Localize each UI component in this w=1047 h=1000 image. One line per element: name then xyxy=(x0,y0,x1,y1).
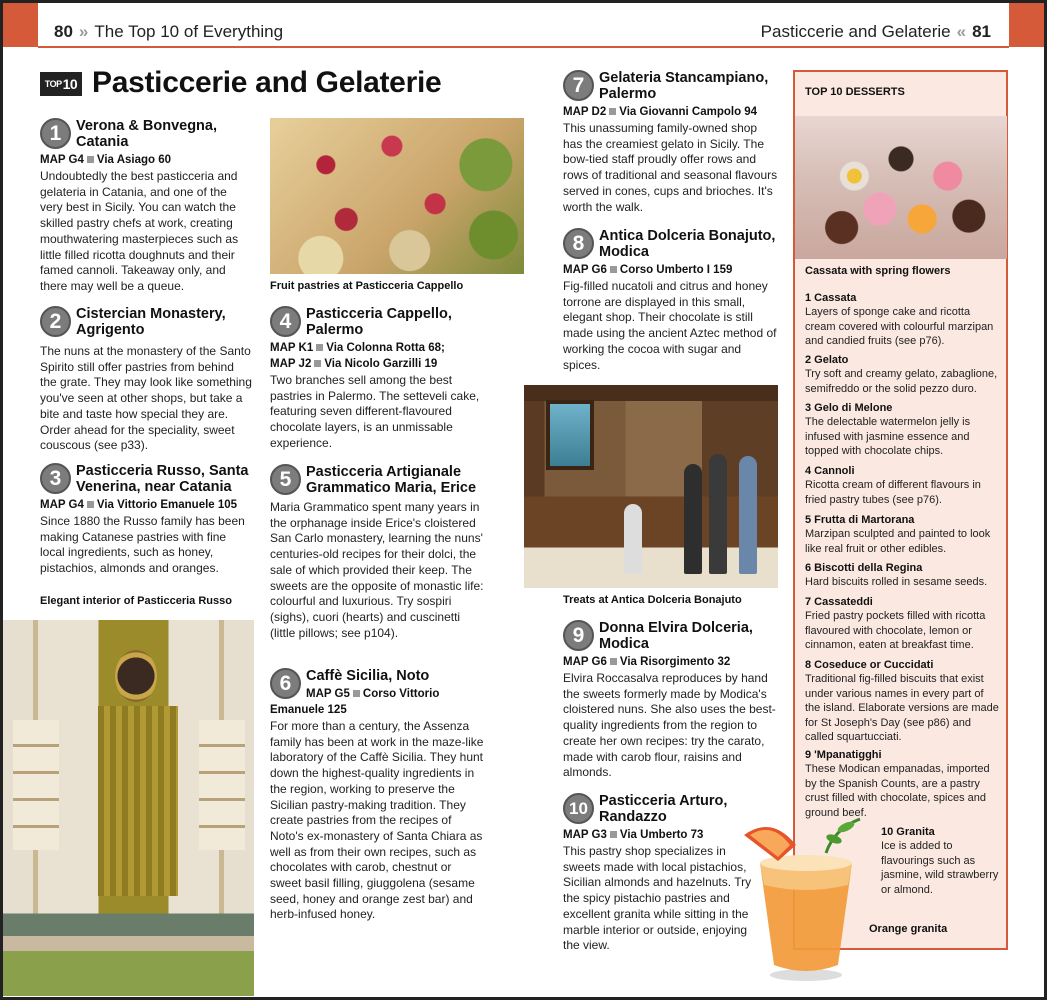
page-title: Pasticcerie and Gelaterie xyxy=(92,66,442,99)
entry-3 xyxy=(40,463,254,577)
square-bullet-icon xyxy=(610,831,617,838)
entry-title: Cistercian Monastery, Agrigento xyxy=(76,306,226,338)
photo-caption-fruit: Fruit pastries at Pasticceria Cappello xyxy=(270,280,464,292)
entry-title: Caffè Sicilia, Noto xyxy=(306,668,430,684)
header-rule xyxy=(38,46,1009,48)
number-badge: 8 xyxy=(563,228,594,259)
dessert-item: 3 Gelo di Melone The delectable watermelon jelly is infused with jasmine essence and topped with chocolate chips. xyxy=(805,402,971,458)
map-ref: MAP G4 Via Vittorio Emanuele 105 xyxy=(40,499,238,511)
cassata-photo xyxy=(795,116,1007,259)
page-header xyxy=(0,0,1047,48)
header-accent-left xyxy=(0,3,38,47)
square-bullet-icon xyxy=(609,108,616,115)
sidebar-photo-caption: Cassata with spring flowers xyxy=(805,265,951,277)
entry-body: Undoubtedly the best pasticceria and gelateria in Catania, and one of the very best in Sicily. You can watch the skilled pastry chefs at work, creating mouthwatering masterpieces such as little filled ricotta doughnuts and their famed cannoli. Takeaway only, and there may well be a queue. xyxy=(40,169,239,293)
entry-title: Donna Elvira Dolceria, Modica xyxy=(599,620,753,652)
entry-body: This pastry shop specializes in sweets made with local pistachios, Sicilian almonds and hazelnuts. Try the spicy pistachio pastries and excellent granita while sitting in the marble interior or outside, enjoying the view. xyxy=(563,844,752,953)
entry-title: Pasticceria Cappello, Palermo xyxy=(306,306,452,338)
photo-caption-russo: Elegant interior of Pasticceria Russo xyxy=(40,595,232,607)
entry-body: Fig-filled nucatoli and citrus and honey torrone are displayed in this small, elegant shop. Their chocolate is still made using the ancient Aztec method of working the cocoa with sugar and spices. xyxy=(563,279,777,372)
person-graphic xyxy=(684,464,702,574)
entry-5 xyxy=(270,464,486,641)
number-badge: 7 xyxy=(563,70,594,101)
entry-title: Pasticceria Russo, Santa Venerina, near Catania xyxy=(76,463,249,495)
square-bullet-icon xyxy=(610,266,617,273)
number-badge: 5 xyxy=(270,464,301,495)
russo-interior-photo xyxy=(3,620,254,996)
map-ref: MAP D2 Via Giovanni Campolo 94 xyxy=(563,106,758,118)
entry-title: Pasticceria Artigianale Grammatico Maria, Erice xyxy=(306,464,477,496)
right-page-number: 81 xyxy=(972,22,991,41)
dessert-item: 10 Granita Ice is added to flavourings such as jasmine, wild strawberry or almond. xyxy=(881,826,999,896)
portrait-medallion-graphic xyxy=(115,650,157,702)
dessert-item: 5 Frutta di Martorana Marzipan sculpted and painted to look like real fruit or other edibles. xyxy=(805,514,991,555)
chevron-left-icon: « xyxy=(956,22,967,41)
dessert-item: 9 'Mpanatigghi These Modican empanadas, imported by the Spanish Counts, are a pastry crust filled with chocolate, spices and ground beef. xyxy=(805,749,990,819)
entry-8 xyxy=(563,228,779,373)
dessert-item: 7 Cassateddi Fried pastry pockets filled with ricotta flavoured with chocolate, lemon or cinnamon, eaten at breakfast time. xyxy=(805,596,986,652)
shelf-graphic xyxy=(199,720,245,850)
entry-body: This unassuming family-owned shop has the creamiest gelato in Sicily. The bow-tied staff proudly offer rows and rows of traditional and seasonal flavours served in cones, cups and brioches. It's worth the walk. xyxy=(563,121,778,214)
entry-body: Two branches sell among the best pastries in Palermo. The setteveli cake, featuring seven different-flavoured chocolate layers, is an unmissable experience. xyxy=(270,373,480,450)
map-ref: MAP G3 Via Umberto 73 xyxy=(563,829,704,841)
entry-6 xyxy=(270,668,486,923)
shelf-graphic xyxy=(13,720,59,850)
window-graphic xyxy=(546,400,594,470)
left-running-head xyxy=(54,22,283,42)
person-graphic xyxy=(739,456,757,574)
square-bullet-icon xyxy=(87,501,94,508)
map-ref: MAP G6 Corso Umberto I 159 xyxy=(563,264,733,276)
dessert-item: 4 Cannoli Ricotta cream of different flavours in fried pastry tubes (see p76). xyxy=(805,465,981,506)
left-page-number: 80 xyxy=(54,22,73,41)
person-graphic xyxy=(624,504,642,574)
left-section-title: The Top 10 of Everything xyxy=(94,22,284,41)
right-section-title: Pasticcerie and Gelaterie xyxy=(760,22,951,41)
entry-title: Verona & Bonvegna, Catania xyxy=(76,118,218,150)
curtain-graphic xyxy=(98,706,178,896)
square-bullet-icon xyxy=(353,690,360,697)
number-badge: 4 xyxy=(270,306,301,337)
entry-9 xyxy=(563,620,779,781)
entry-7 xyxy=(563,70,779,215)
chevron-right-icon: » xyxy=(78,22,89,41)
square-bullet-icon xyxy=(87,156,94,163)
left-edge-rule xyxy=(0,48,3,1000)
header-accent-right xyxy=(1009,3,1047,47)
square-bullet-icon xyxy=(316,344,323,351)
top10-badge-icon: TOP 10 xyxy=(40,72,82,96)
right-running-head xyxy=(761,22,991,42)
entry-4 xyxy=(270,306,482,452)
entry-title: Gelateria Stancampiano, Palermo xyxy=(599,70,769,102)
dessert-item: 8 Coseduce or Cuccidati Traditional fig-filled biscuits that exist under various names in every part of the island. Elaborate versions are made for St Joseph's Day (see p86) and called squartucciati. xyxy=(805,659,999,744)
dessert-item: 2 Gelato Try soft and creamy gelato, zabaglione, semifreddo or the solid pezzo duro. xyxy=(805,354,998,395)
orange-granita-photo xyxy=(742,815,870,985)
map-ref: MAP G5 Corso Vittorio xyxy=(306,688,440,700)
fruit-pastries-photo xyxy=(270,118,524,274)
entry-body: The nuns at the monastery of the Santo Spirito still offer pastries from behind the grate. They may look like something you've seen at other shops, but take a bite and taste how special they are. Order ahead for the speciality, sweet couscous (see p33). xyxy=(40,344,252,453)
map-ref: MAP G6 Via Risorgimento 32 xyxy=(563,656,731,668)
number-badge: 10 xyxy=(563,793,594,824)
number-badge: 1 xyxy=(40,118,71,149)
map-ref-cont: Emanuele 125 xyxy=(270,704,347,716)
dessert-item: 1 Cassata Layers of sponge cake and ricotta cream covered with colourful marzipan and candied fruits (see p76). xyxy=(805,292,994,348)
photo-caption-bonajuto: Treats at Antica Dolceria Bonajuto xyxy=(563,594,742,606)
person-graphic xyxy=(709,454,727,574)
entry-title: Antica Dolceria Bonajuto, Modica xyxy=(599,228,776,260)
number-badge: 9 xyxy=(563,620,594,651)
dessert-item: 6 Biscotti della Regina Hard biscuits rolled in sesame seeds. xyxy=(805,562,988,589)
entry-10 xyxy=(563,793,755,954)
bonajuto-shop-photo xyxy=(524,385,778,588)
entry-body: Maria Grammatico spent many years in the orphanage inside Erice's cloistered San Carlo monastery, learning the nuns' centuries-old recipes for their dolci, the sale of which provided their keep. The sweets are the opposite of monastic life: colourful and luxurious. Try sospiri (sighs), cuori (hearts) and cuscinetti (little pillows; see p104). xyxy=(270,500,484,640)
square-bullet-icon xyxy=(610,658,617,665)
entry-1 xyxy=(40,118,252,295)
square-bullet-icon xyxy=(314,360,321,367)
sidebar-title: TOP 10 DESSERTS xyxy=(805,86,905,98)
number-badge: 6 xyxy=(270,668,301,699)
map-ref-2: MAP J2 Via Nicolo Garzilli 19 xyxy=(270,358,438,370)
entry-body: For more than a century, the Assenza family has been at work in the maze-like laboratory of the Caffè Sicilia. They hunt down the highest-quality ingredients in the region, working to preserve the Sicilian pastry-making tradition. They create pastries from the recipes of Noto's ex-monastery of Santa Chiara as well as from their own recipes, such as chocolates with carob, chestnut or sweet basil filling, giuggolena (sesame seed, honey and orange zest bar) and herb-infused honey. xyxy=(270,719,484,922)
entry-body: Since 1880 the Russo family has been making Catanese pastries with fine local ingredients, such as honey, pistachios, almonds and oranges. xyxy=(40,514,245,576)
map-ref: MAP G4 Via Asiago 60 xyxy=(40,154,172,166)
map-ref: MAP K1 Via Colonna Rotta 68; xyxy=(270,342,445,354)
entry-body: Elvira Roccasalva reproduces by hand the sweets formerly made by Modica's cloistered nuns. She also uses the best-quality ingredients from the region to create her own recipes: try the carato, made with carob flour, raisins and almonds. xyxy=(563,671,776,780)
granita-caption: Orange granita xyxy=(869,923,948,935)
entry-title: Pasticceria Arturo, Randazzo xyxy=(599,793,728,825)
number-badge: 3 xyxy=(40,463,71,494)
number-badge: 2 xyxy=(40,306,71,337)
entry-2 xyxy=(40,306,252,454)
